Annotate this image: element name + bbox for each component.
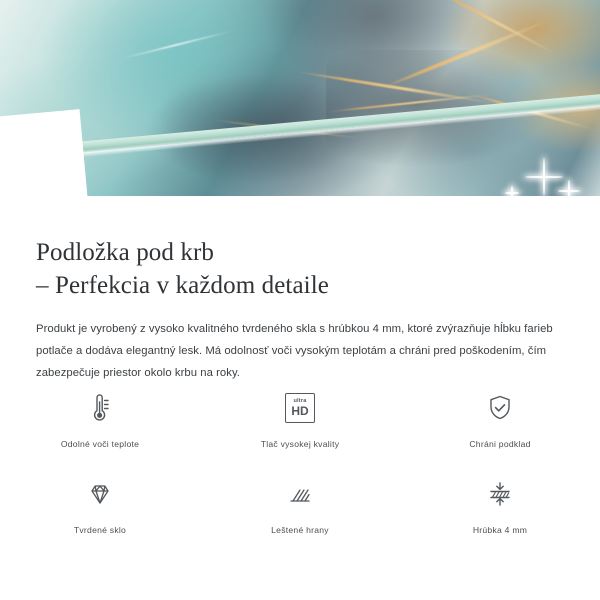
- hero-image: [0, 0, 600, 222]
- feature-polished-edges: [200, 472, 400, 550]
- feature-thickness: [400, 472, 600, 550]
- page-title: [0, 222, 600, 302]
- headline-line-2: – Perfekcia v každom detaile: [36, 272, 329, 299]
- feature-tempered-glass: [0, 472, 200, 550]
- feature-label: Tvrdené sklo: [73, 525, 127, 535]
- feature-label: Leštené hrany: [271, 525, 329, 535]
- headline-line-1: Podložka pod krb: [36, 239, 214, 266]
- feature-label: Tlač vysokej kvality: [260, 439, 340, 449]
- shield-check-icon: [480, 386, 520, 430]
- feature-heat-resistance: [0, 386, 200, 464]
- feature-grid: [0, 386, 600, 550]
- feature-print-quality: [200, 386, 400, 464]
- hero-bottom-fade: [0, 196, 600, 222]
- ultra-hd-badge-bottom: HD: [291, 404, 309, 419]
- feature-label: Hrúbka 4 mm: [472, 525, 528, 535]
- feature-surface-protection: [400, 386, 600, 464]
- feature-label: Chráni podklad: [469, 439, 531, 449]
- ultra-hd-icon: [285, 386, 315, 430]
- thermometer-icon: [80, 386, 120, 430]
- polished-edges-icon: [280, 472, 320, 516]
- ultra-hd-badge-top: ultra: [293, 397, 307, 404]
- product-description: Produkt je vyrobený z vysoko kvalitného tvrdeného skla s hrúbkou 4 mm, ktoré zvýrazňuje hĺbku farieb potlače a dodáva elegantný lesk. Má odolnosť voči vysokým teplotám a chráni pred poškodením, čím zabezpečuje priestor okolo krbu na roky.: [36, 323, 553, 380]
- content-block: [0, 222, 600, 384]
- thickness-arrows-icon: [480, 472, 520, 516]
- diamond-icon: [80, 472, 120, 516]
- feature-label: Odolné voči teplote: [60, 439, 140, 449]
